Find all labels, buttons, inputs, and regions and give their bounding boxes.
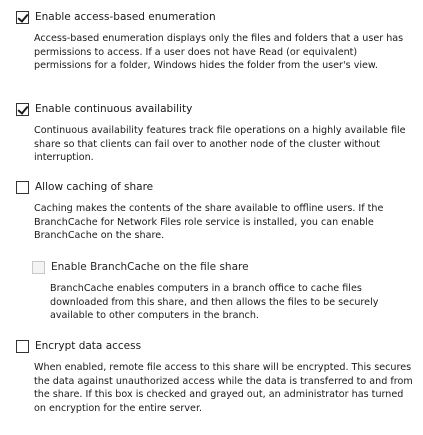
encrypt-data-option <box>16 337 416 415</box>
allow-caching-option <box>16 178 416 243</box>
branchcache-description: BranchCache enables computers in a branch office to cache files downloaded from this share, and then allows the files to be securely available to other computers in the branch. <box>50 283 379 321</box>
branchcache-label: Enable BranchCache on the file share <box>51 261 249 273</box>
access-based-enumeration-label[interactable]: Enable access-based enumeration <box>35 11 216 23</box>
continuous-availability-option <box>16 100 416 165</box>
encrypt-data-description: When enabled, remote file access to this share will be encrypted. This secures the data against unauthorized access while the data is transferred to and from the share. If this box is checked and grayed out, an administrator has turned on encryption for the entire server. <box>34 362 413 414</box>
access-based-enumeration-row[interactable] <box>16 8 416 26</box>
encrypt-data-checkbox[interactable] <box>16 340 29 353</box>
continuous-availability-checkbox[interactable] <box>16 103 29 116</box>
encrypt-data-label[interactable]: Encrypt data access <box>35 340 142 352</box>
continuous-availability-row[interactable] <box>16 100 416 118</box>
branchcache-checkbox <box>32 261 45 274</box>
access-based-enumeration-checkbox[interactable] <box>16 11 29 24</box>
access-based-enumeration-description: Access-based enumeration displays only the files and folders that a user has permissions to access. If a user does not have Read (or equivalent) permissions for a folder, Windows hides the folder from the user's view. <box>34 33 404 71</box>
allow-caching-row[interactable] <box>16 178 416 196</box>
branchcache-option <box>32 258 416 323</box>
allow-caching-checkbox[interactable] <box>16 181 29 194</box>
allow-caching-description: Caching makes the contents of the share available to offline users. If the BranchCache for Network Files role service is installed, you can enable BranchCache on the share. <box>34 203 384 241</box>
continuous-availability-label[interactable]: Enable continuous availability <box>35 103 193 115</box>
continuous-availability-description: Continuous availability features track file operations on a highly available file share so that clients can fail over to another node of the cluster without interruption. <box>34 125 406 163</box>
allow-caching-label[interactable]: Allow caching of share <box>35 181 154 193</box>
encrypt-data-row[interactable] <box>16 337 416 355</box>
access-based-enumeration-option <box>16 8 416 73</box>
branchcache-row <box>32 258 416 276</box>
